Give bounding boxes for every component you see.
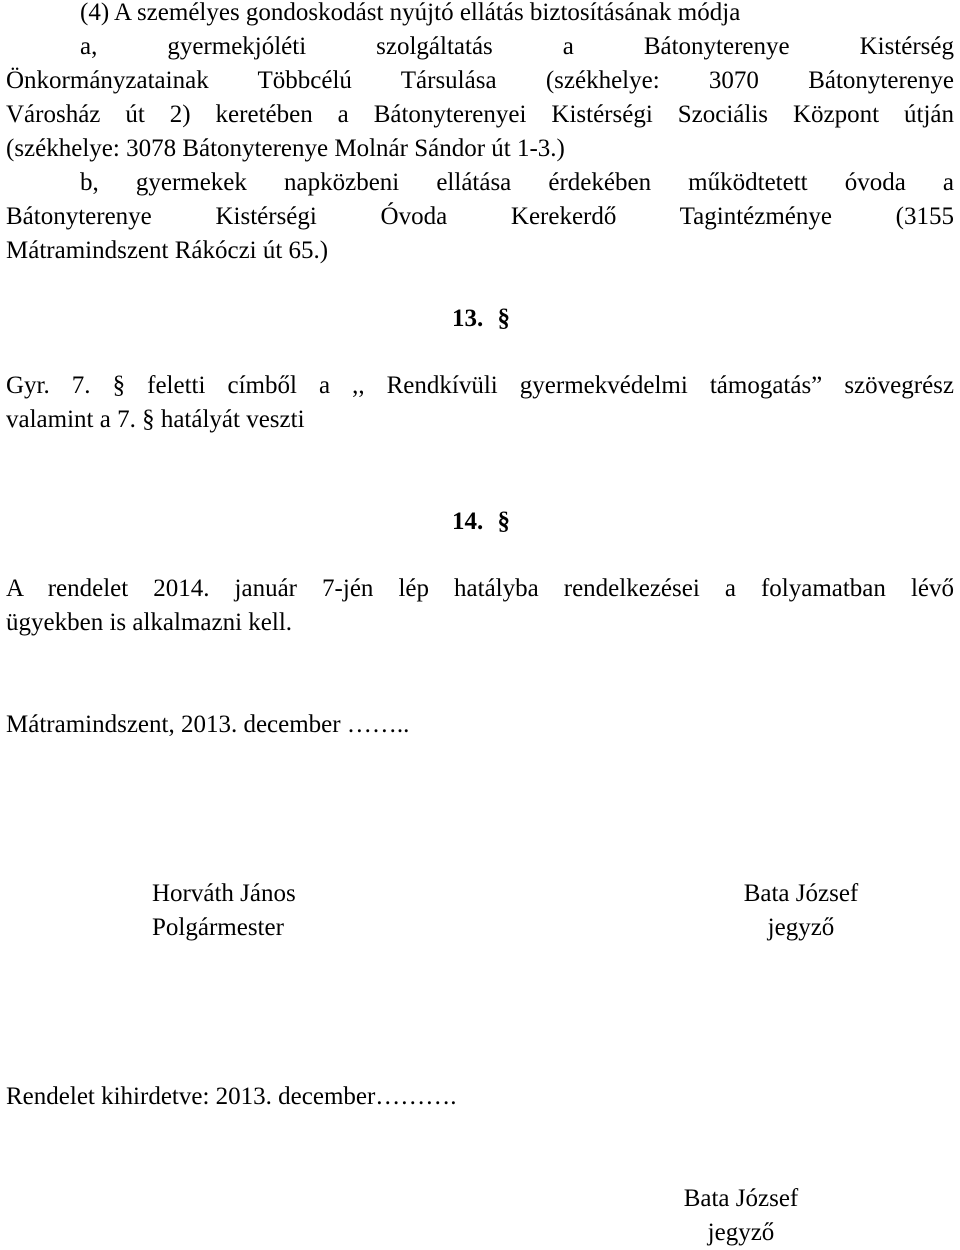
signature-left-title: Polgármester bbox=[152, 914, 284, 941]
section-14-line-2: ügyekben is alkalmazni kell. bbox=[6, 609, 293, 636]
signature-right-name: Bata József bbox=[743, 880, 859, 907]
section-4-intro: (4) A személyes gondoskodást nyújtó ellátás biztosításának módja bbox=[80, 0, 741, 26]
promulgation-line: Rendelet kihirdetve: 2013. december………. bbox=[6, 1083, 457, 1110]
section-13-line-1: Gyr. 7. § feletti címből a ,, Rendkívüli gyermekvédelmi támogatás” szövegrész bbox=[6, 372, 954, 399]
section-14-line-1: A rendelet 2014. január 7-jén lép hatályba rendelkezései a folyamatban lévő bbox=[6, 575, 954, 602]
section-4-b-line-1: b, gyermekek napközbeni ellátása érdekében működtetett óvoda a bbox=[80, 169, 954, 196]
section-13-heading bbox=[452, 302, 510, 336]
final-signature-title: jegyző bbox=[707, 1219, 775, 1246]
section-13-line-2: valamint a 7. § hatályát veszti bbox=[6, 406, 305, 433]
section-4-a-line-4: (székhelye: 3078 Bátonyterenye Molnár Sándor út 1-3.) bbox=[6, 135, 565, 162]
section-14-symbol: § bbox=[497, 508, 510, 535]
final-signature-name: Bata József bbox=[683, 1185, 799, 1212]
place-date: Mátramindszent, 2013. december …….. bbox=[6, 711, 410, 738]
section-4-a-line-1: a, gyermekjóléti szolgáltatás a Bátonyterenye Kistérség bbox=[80, 33, 954, 60]
section-14-heading bbox=[452, 505, 510, 539]
section-4-b-line-3: Mátramindszent Rákóczi út 65.) bbox=[6, 237, 329, 264]
section-14-number: 14. bbox=[452, 508, 484, 535]
section-13-number: 13. bbox=[452, 305, 484, 332]
signature-left-name: Horváth János bbox=[152, 880, 296, 907]
section-4-b-line-2: Bátonyterenye Kistérségi Óvoda Kerekerdő Tagintézménye (3155 bbox=[6, 203, 954, 230]
signature-right-title: jegyző bbox=[767, 914, 835, 941]
section-4-a-line-3: Városház út 2) keretében a Bátonyterenyei Kistérségi Szociális Központ útján bbox=[6, 101, 954, 128]
section-4-a-line-2: Önkormányzatainak Többcélú Társulása (székhelye: 3070 Bátonyterenye bbox=[6, 67, 954, 94]
section-13-symbol: § bbox=[497, 305, 510, 332]
